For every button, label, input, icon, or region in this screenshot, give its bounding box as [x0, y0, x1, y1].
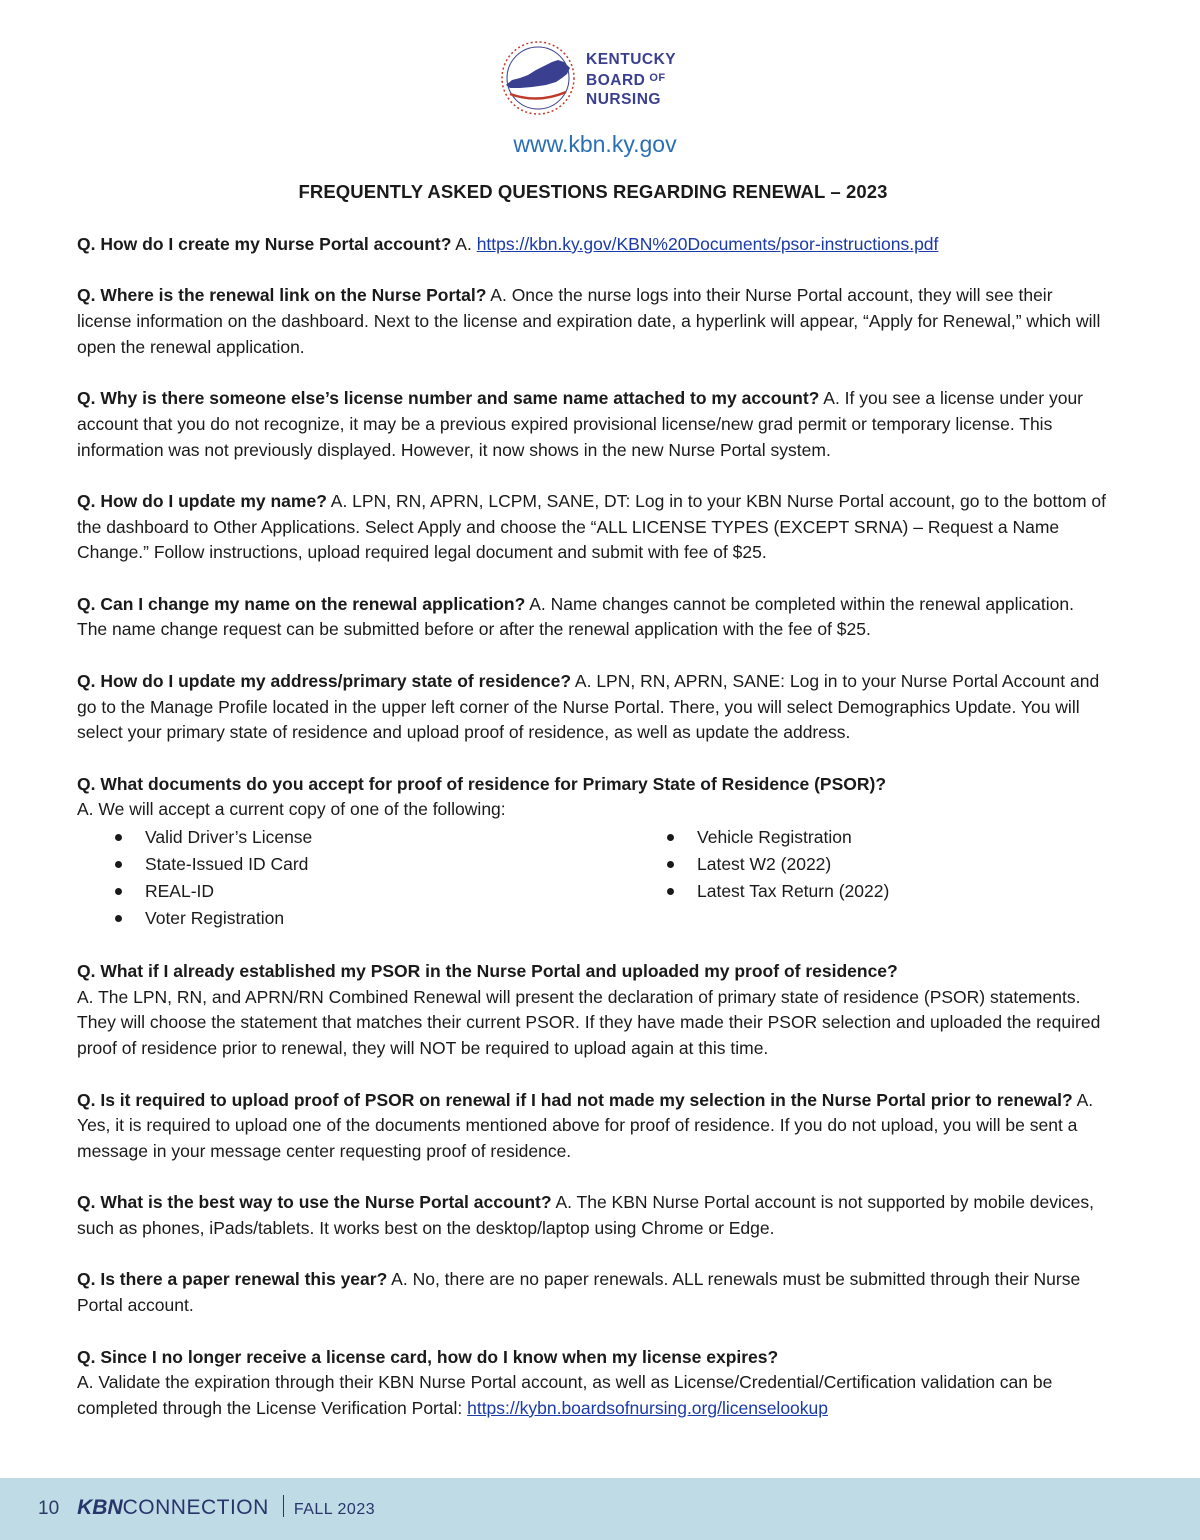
faq-answer: A. LPN, RN, APRN, LCPM, SANE, DT: Log in to your KBN Nurse Portal account, go to the bottom of the dashboard to Other Applications. Select Apply and choose the “ALL LICENSE TYPES (EXCEPT SRNA) – Request a Name Change.” Follow instructions, upload required legal document and submit with fee of $25. [77, 490, 1106, 563]
faq-question: Q. Is it required to upload proof of PSOR on renewal if I had not made my selection in the Nurse Portal prior to renewal? [77, 1089, 1073, 1110]
kbn-logo [498, 34, 718, 124]
footer-brand-bold: KBN [77, 1496, 123, 1519]
document-list-right [629, 824, 889, 932]
logo-line-2: BOARD [586, 72, 646, 89]
faq-question: Q. Why is there someone else’s license number and same name attached to my account? [77, 388, 820, 409]
faq-answer: A. If you see a license under your account that you do not recognize, it may be a previous expired provisional license/new grad permit or temporary license. This information was not previously displayed. However, it now shows in the new Nurse Portal system. [77, 388, 1084, 460]
list-item: Latest W2 (2022) [629, 851, 889, 878]
psor-instructions-link[interactable]: https://kbn.ky.gov/KBN%20Documents/psor-instructions.pdf [476, 234, 939, 254]
logo-line-3: NURSING [586, 91, 661, 108]
document-list-left [77, 824, 629, 932]
faq-answer: A. Validate the expiration through their KBN Nurse Portal account, as well as License/Credential/Certification validation can be completed through the License Verification Portal: [77, 1372, 1053, 1418]
footer-content [38, 1492, 375, 1520]
page-footer [0, 1478, 1200, 1540]
faq-item [77, 1190, 1107, 1241]
faq-item [77, 592, 1107, 643]
page-title: FREQUENTLY ASKED QUESTIONS REGARDING RENEWAL – 2023 [298, 181, 888, 202]
license-lookup-link[interactable]: https://kybn.boardsofnursing.org/licenselookup [467, 1397, 829, 1418]
logo-line-2-suffix: OF [649, 72, 666, 84]
faq-item [77, 959, 1107, 1062]
faq-item [77, 386, 1107, 463]
faq-question: Q. How do I update my name? [77, 490, 327, 511]
faq-question: Q. Since I no longer receive a license card, how do I know when my license expires? [77, 1346, 779, 1367]
faq-answer: A. No, there are no paper renewals. ALL renewals must be submitted through their Nurse Portal account. [77, 1269, 1081, 1316]
list-item: Latest Tax Return (2022) [629, 878, 889, 905]
faq-question: Q. Is there a paper renewal this year? [77, 1269, 388, 1290]
faq-answer: A. Name changes cannot be completed within the renewal application. The name change request can be submitted before or after the renewal application with the fee of $25. [77, 593, 1074, 640]
faq-question: Q. Can I change my name on the renewal application? [77, 593, 526, 614]
kentucky-seal-icon [498, 38, 578, 118]
faq-answer: A. The LPN, RN, and APRN/RN Combined Renewal will present the declaration of primary state of residence (PSOR) statements. They will choose the statement that matches their current PSOR. If they have made their PSOR selection and uploaded the required proof of residence prior to renewal, they will NOT be required to upload again at this time. [77, 986, 1101, 1059]
list-item: REAL-ID [77, 878, 629, 905]
faq-question: Q. How do I update my address/primary state of residence? [77, 670, 572, 691]
list-item: Vehicle Registration [629, 824, 889, 851]
logo-line-1: KENTUCKY [586, 51, 677, 68]
footer-issue: FALL 2023 [293, 1501, 376, 1518]
list-item: Valid Driver’s License [77, 824, 629, 851]
faq-question: Q. How do I create my Nurse Portal account? [77, 234, 452, 254]
faq-question: Q. What if I already established my PSOR in the Nurse Portal and uploaded my proof of residence? [77, 961, 898, 982]
faq-answer: A. [451, 234, 477, 254]
faq-item [77, 1088, 1107, 1165]
faq-answer: A. The KBN Nurse Portal account is not supported by mobile devices, such as phones, iPads/tablets. It works best on the desktop/laptop using Chrome or Edge. [77, 1192, 1095, 1239]
website-link[interactable]: www.kbn.ky.gov [513, 131, 677, 157]
faq-item [77, 1267, 1107, 1318]
document-list [77, 824, 1107, 932]
faq-item [77, 1345, 1107, 1422]
faq-question: Q. What is the best way to use the Nurse Portal account? [77, 1192, 552, 1213]
page-number: 10 [38, 1498, 60, 1519]
faq-list [77, 232, 1107, 1447]
page-header [0, 34, 1200, 124]
faq-question: Q. Where is the renewal link on the Nurse Portal? [77, 285, 487, 306]
faq-question: Q. What documents do you accept for proof of residence for Primary State of Residence (PSOR)? [77, 773, 887, 794]
faq-item [77, 669, 1107, 746]
footer-divider [283, 1495, 284, 1517]
faq-answer: A. LPN, RN, APRN, SANE: Log in to your Nurse Portal Account and go to the Manage Profile located in the upper left corner of the Nurse Portal. There, you will select Demographics Update. You will select your primary state of residence and upload proof of residence, as well as update the address. [77, 670, 1100, 743]
faq-item [77, 489, 1107, 566]
list-item: State-Issued ID Card [77, 851, 629, 878]
footer-brand-rest: CONNECTION [122, 1496, 269, 1519]
list-item: Voter Registration [77, 905, 629, 932]
faq-item [77, 232, 1107, 258]
faq-answer: A. Yes, it is required to upload one of the documents mentioned above for proof of residence. If you do not upload, you will be sent a message in your message center requesting proof of residence. [77, 1089, 1094, 1161]
logo-wordmark [586, 50, 676, 109]
faq-answer: A. We will accept a current copy of one of the following: [77, 799, 506, 820]
faq-item [77, 772, 1107, 932]
faq-item [77, 283, 1107, 360]
faq-answer: A. Once the nurse logs into their Nurse Portal account, they will see their license information on the dashboard. Next to the license and expiration date, a hyperlink will appear, “Apply for Renewal,” which will open the renewal application. [77, 285, 1101, 357]
